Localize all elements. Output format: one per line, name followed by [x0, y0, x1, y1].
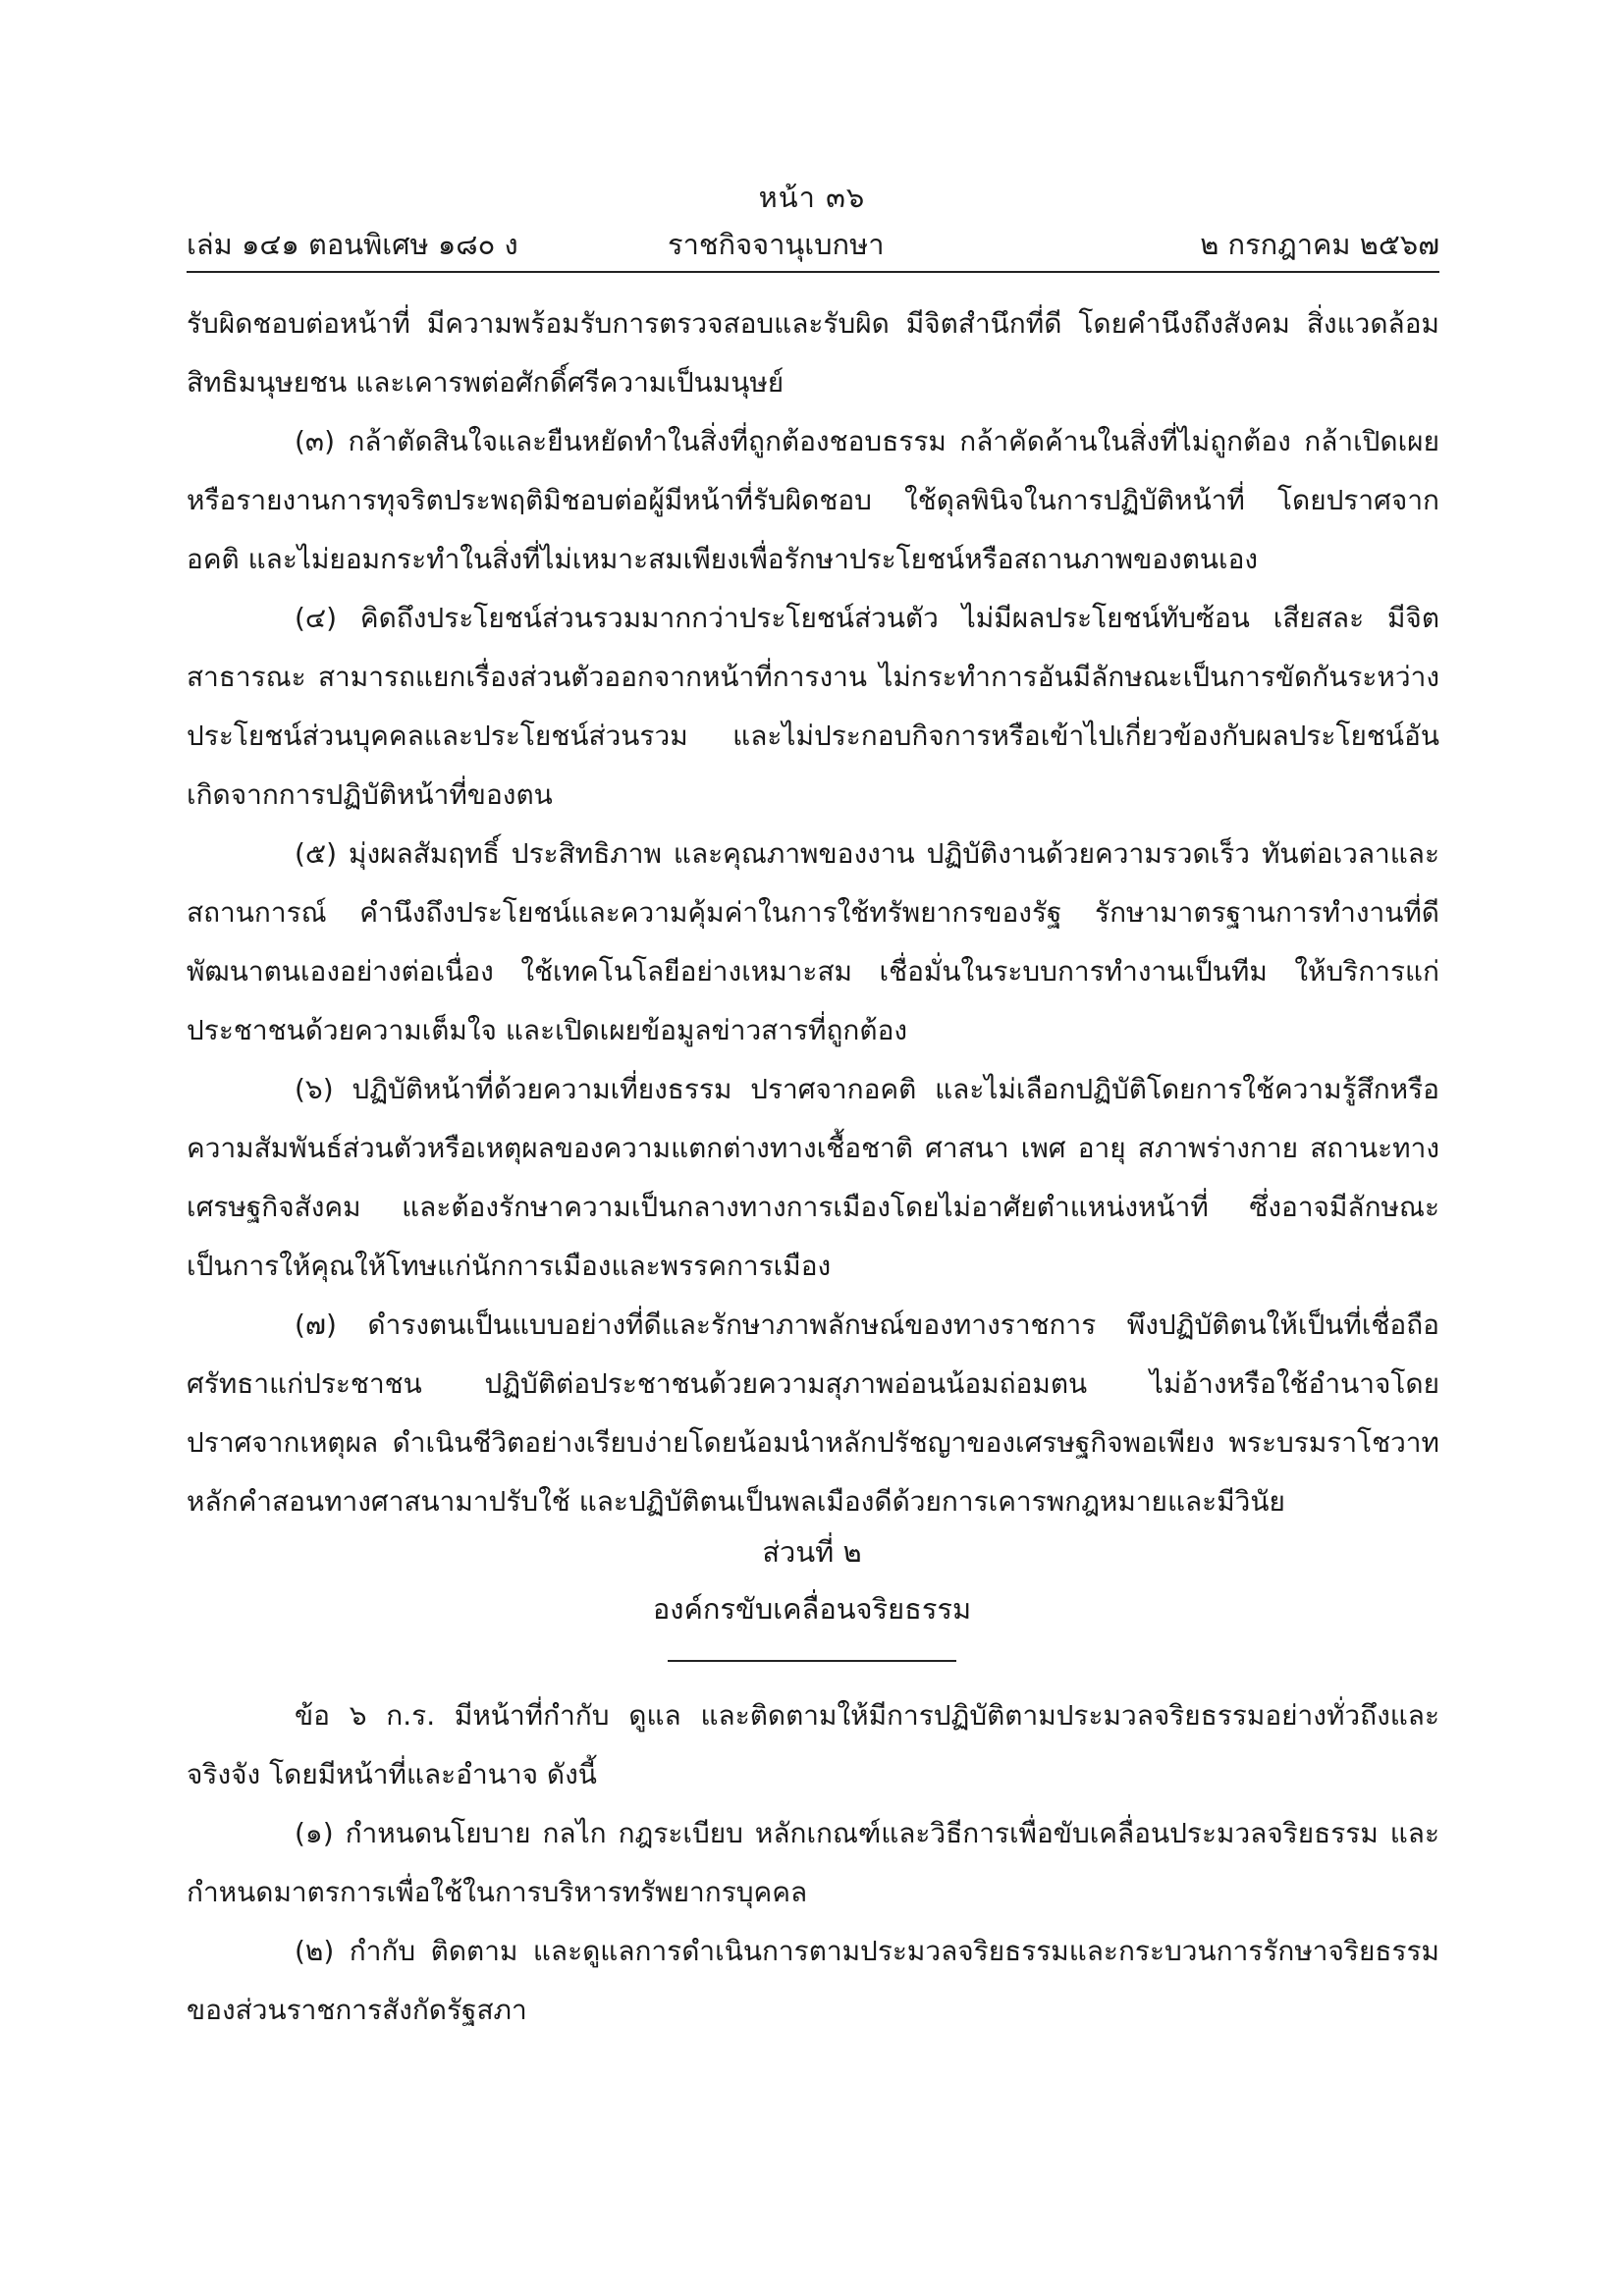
paragraph-item-5: (๕) มุ่งผลสัมฤทธิ์ ประสิทธิภาพ และคุณภาพของงาน ปฏิบัติงานด้วยความรวดเร็ว ทันต่อเวลาและสถานการณ์ คำนึงถึงประโยชน์และความคุ้มค่าในการใช้ทรัพยากรของรัฐ รักษามาตรฐานการทำงานที่ดี พัฒนาตนเองอย่างต่อเนื่อง ใช้เทคโนโลยีอย่างเหมาะสม เชื่อมั่นในระบบการทำงานเป็นทีม ให้บริการแก่ประชาชนด้วยความเต็มใจ และเปิดเผยข้อมูลข่าวสารที่ถูกต้อง	[187, 837, 1439, 1046]
running-header	[187, 222, 1439, 265]
body-text-part2	[187, 1686, 1439, 2040]
header-date: ๒ กรกฎาคม ๒๕๖๗	[1200, 228, 1439, 261]
paragraph-item-3: (๓) กล้าตัดสินใจและยืนหยัดทำในสิ่งที่ถูกต้องชอบธรรม กล้าคัดค้านในสิ่งที่ไม่ถูกต้อง กล้าเปิดเผยหรือรายงานการทุจริตประพฤติมิชอบต่อผู้มีหน้าที่รับผิดชอบ ใช้ดุลพินิจในการปฏิบัติหน้าที่ โดยปราศจากอคติ และไม่ยอมกระทำในสิ่งที่ไม่เหมาะสมเพียงเพื่อรักษาประโยชน์หรือสถานภาพของตนเอง	[187, 425, 1439, 575]
paragraph-item-6: (๖) ปฏิบัติหน้าที่ด้วยความเที่ยงธรรม ปราศจากอคติ และไม่เลือกปฏิบัติโดยการใช้ความรู้สึกหรือความสัมพันธ์ส่วนตัวหรือเหตุผลของความแตกต่างทางเชื้อชาติ ศาสนา เพศ อายุ สภาพร่างกาย สถานะทางเศรษฐกิจสังคม และต้องรักษาความเป็นกลางทางการเมืองโดยไม่อาศัยตำแหน่งหน้าที่ ซึ่งอาจมีลักษณะเป็นการให้คุณให้โทษแก่นักการเมืองและพรรคการเมือง	[187, 1073, 1439, 1282]
paragraph-article-6: ข้อ ๖ ก.ร. มีหน้าที่กำกับ ดูแล และติดตามให้มีการปฏิบัติตามประมวลจริยธรรมอย่างทั่วถึงและจริงจัง โดยมีหน้าที่และอำนาจ ดังนี้	[187, 1699, 1439, 1790]
section-title: องค์กรขับเคลื่อนจริยธรรม	[652, 1592, 972, 1626]
paragraph-item-7: (๗) ดำรงตนเป็นแบบอย่างที่ดีและรักษาภาพลักษณ์ของทางราชการ พึงปฏิบัติตนให้เป็นที่เชื่อถือศรัทธาแก่ประชาชน ปฏิบัติต่อประชาชนด้วยความสุภาพอ่อนน้อมถ่อมตน ไม่อ้างหรือใช้อำนาจโดยปราศจากเหตุผล ดำเนินชีวิตอย่างเรียบง่ายโดยน้อมนำหลักปรัชญาของเศรษฐกิจพอเพียง พระบรมราโชวาท หลักคำสอนทางศาสนามาปรับใช้ และปฏิบัติตนเป็นพลเมืองดีด้วยการเคารพกฎหมายและมีวินัย	[187, 1308, 1439, 1518]
paragraph-article-6-item-1: (๑) กำหนดนโยบาย กลไก กฎระเบียบ หลักเกณฑ์และวิธีการเพื่อขับเคลื่อนประมวลจริยธรรม และกำหนดมาตรการเพื่อใช้ในการบริหารทรัพยากรบุคคล	[187, 1817, 1439, 1908]
header-divider	[187, 271, 1439, 273]
section-number: ส่วนที่ ๒	[762, 1535, 862, 1569]
section-divider	[668, 1660, 956, 1662]
header-volume-issue: เล่ม ๑๔๑ ตอนพิเศษ ๑๘๐ ง	[187, 228, 518, 261]
page-number: หน้า ๓๖	[758, 181, 866, 214]
paragraph-article-6-item-2: (๒) กำกับ ติดตาม และดูแลการดำเนินการตามประมวลจริยธรรมและกระบวนการรักษาจริยธรรมของส่วนราชการสังกัดรัฐสภา	[187, 1935, 1439, 2026]
header-publication-title: ราชกิจจานุเบกษา	[668, 228, 885, 261]
paragraph-item-4: (๔) คิดถึงประโยชน์ส่วนรวมมากกว่าประโยชน์ส่วนตัว ไม่มีผลประโยชน์ทับซ้อน เสียสละ มีจิตสาธารณะ สามารถแยกเรื่องส่วนตัวออกจากหน้าที่การงาน ไม่กระทำการอันมีลักษณะเป็นการขัดกันระหว่างประโยชน์ส่วนบุคคลและประโยชน์ส่วนรวม และไม่ประกอบกิจการหรือเข้าไปเกี่ยวข้องกับผลประโยชน์อันเกิดจากการปฏิบัติหน้าที่ของตน	[187, 602, 1439, 811]
paragraph-continuation: รับผิดชอบต่อหน้าที่ มีความพร้อมรับการตรวจสอบและรับผิด มีจิตสำนึกที่ดี โดยคำนึงถึงสังคม สิ่งแวดล้อม สิทธิมนุษยชน และเคารพต่อศักดิ์ศรีความเป็นมนุษย์	[187, 307, 1439, 399]
body-text-part1	[187, 294, 1439, 1531]
